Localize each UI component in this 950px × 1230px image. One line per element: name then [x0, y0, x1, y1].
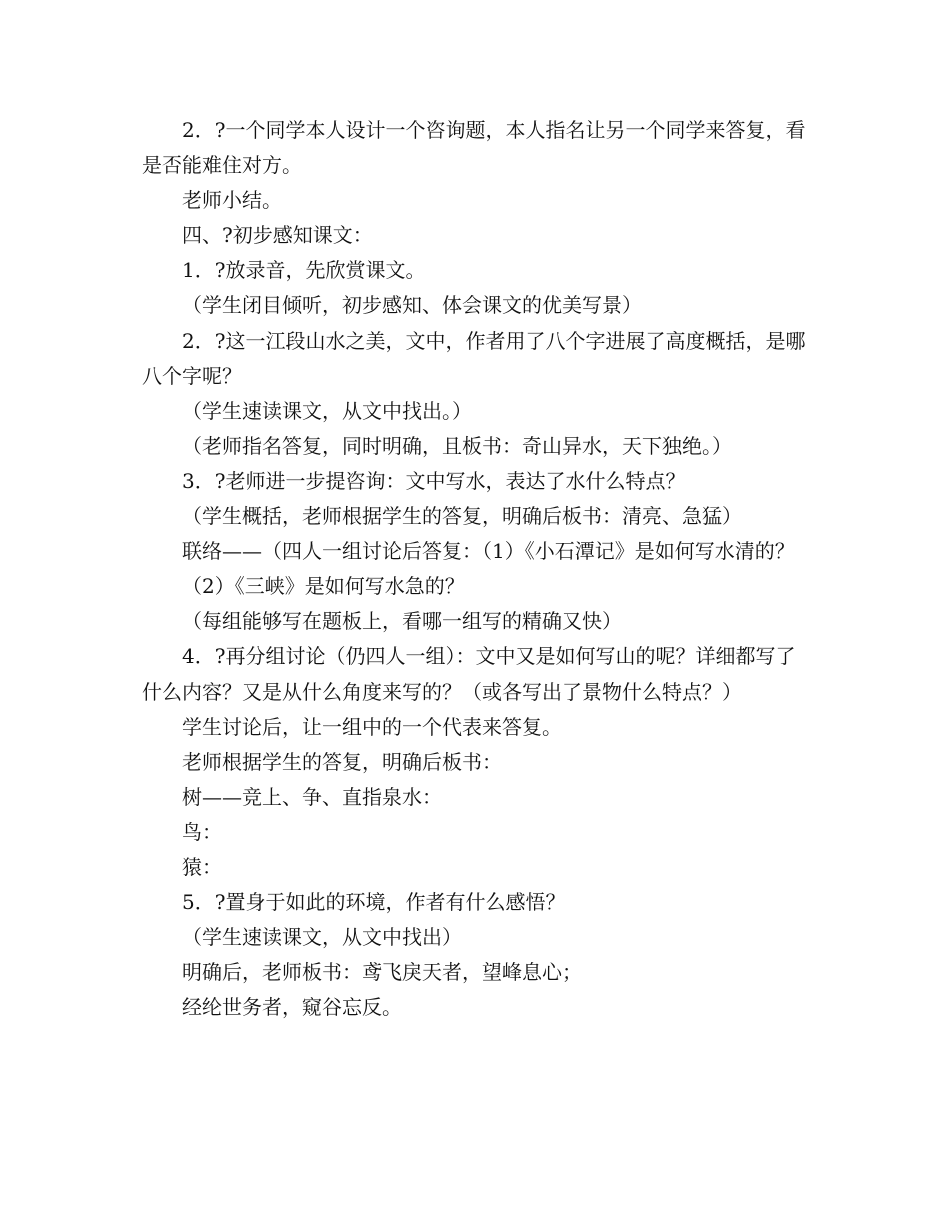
board-note-bird: 鸟： — [182, 819, 222, 844]
paragraph-13: 4．?再分组讨论（仍四人一组）：文中又是如何写山的呢？详细都写了什么内容？又是从什么角度来写的？（或各写出了景物什么特点？） — [142, 644, 796, 704]
paragraph-16: 5．?置身于如此的环境，作者有什么感悟？ — [182, 890, 566, 915]
section-heading-4: 四、?初步感知课文： — [182, 223, 373, 248]
paragraph-10: 联络——（四人一组讨论后答复：（1）《小石潭记》是如何写水清的？ — [182, 539, 795, 564]
paragraph-3: 1．?放录音，先欣赏课文。 — [182, 258, 426, 283]
paragraph-2: 老师小结。 — [182, 188, 282, 213]
paragraph-15: 老师根据学生的答复，明确后板书： — [182, 749, 502, 774]
paragraph-17: （学生速读课文，从文中找出） — [182, 925, 462, 950]
paragraph-18: 明确后，老师板书：鸢飞戾天者，望峰息心； — [182, 960, 582, 985]
paragraph-7: （老师指名答复，同时明确，且板书：奇山异水，天下独绝。） — [182, 433, 732, 458]
board-note-tree: 树——竞上、争、直指泉水： — [182, 784, 442, 809]
paragraph-9: （学生概括，老师根据学生的答复，明确后板书：清亮、急猛） — [182, 504, 742, 529]
paragraph-14: 学生讨论后，让一组中的一个代表来答复。 — [182, 714, 562, 739]
document-body — [142, 113, 814, 1025]
paragraph-4: （学生闭目倾听，初步感知、体会课文的优美写景） — [182, 293, 642, 318]
paragraph-11: （2）《三峡》是如何写水急的？ — [182, 574, 465, 599]
board-note-ape: 猿： — [182, 854, 222, 879]
paragraph-6: （学生速读课文，从文中找出。） — [182, 398, 472, 423]
paragraph-8: 3．?老师进一步提咨询：文中写水，表达了水什么特点？ — [182, 468, 686, 493]
paragraph-12: （每组能够写在题板上，看哪一组写的精确又快） — [182, 609, 622, 634]
paragraph-19: 经纶世务者，窥谷忘反。 — [182, 995, 402, 1020]
paragraph-1: 2．?一个同学本人设计一个咨询题，本人指名让另一个同学来答复，看是否能难住对方。 — [142, 118, 806, 178]
paragraph-5: 2．?这一江段山水之美，文中，作者用了八个字进展了高度概括，是哪八个字呢？ — [142, 328, 806, 388]
